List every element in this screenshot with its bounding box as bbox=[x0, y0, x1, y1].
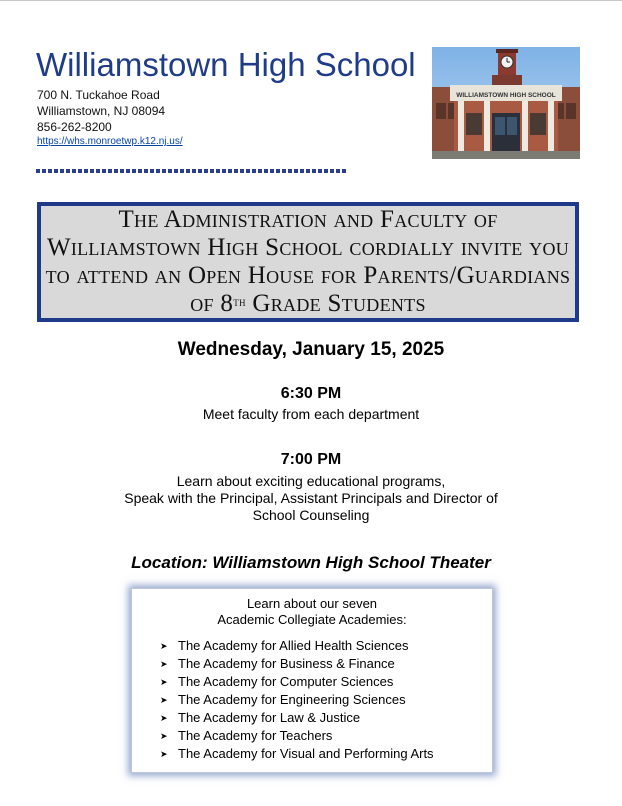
session2-description bbox=[0, 473, 622, 524]
academy-name: The Academy for Visual and Performing Arts bbox=[178, 746, 434, 761]
event-location: Location: Williamstown High School Theater bbox=[131, 553, 491, 572]
arrow-bullet-icon: ➤ bbox=[160, 731, 168, 741]
event-date: Wednesday, January 15, 2025 bbox=[177, 339, 445, 360]
academies-list bbox=[132, 637, 492, 763]
address-city: Williamstown, NJ 08094 bbox=[37, 104, 166, 118]
academy-item bbox=[160, 709, 492, 727]
academies-heading-line: Academic Collegiate Academies: bbox=[217, 612, 407, 627]
academy-name: The Academy for Law & Justice bbox=[178, 710, 361, 725]
arrow-bullet-icon: ➤ bbox=[160, 677, 168, 687]
dotted-divider bbox=[36, 169, 348, 173]
session1-time: 6:30 PM bbox=[280, 385, 342, 402]
academies-box bbox=[131, 588, 493, 773]
arrow-bullet-icon: ➤ bbox=[160, 641, 168, 651]
session2-line: Speak with the Principal, Assistant Principals and Director of bbox=[124, 490, 498, 506]
invitation-box bbox=[37, 202, 579, 322]
academies-heading-line: Learn about our seven bbox=[246, 596, 378, 611]
academy-name: The Academy for Computer Sciences bbox=[178, 674, 394, 689]
school-website-link[interactable]: https://whs.monroetwp.k12.nj.us/ bbox=[37, 136, 183, 147]
session1-description: Meet faculty from each department bbox=[202, 406, 420, 422]
academy-item bbox=[160, 673, 492, 691]
phone-number: 856-262-8200 bbox=[37, 120, 112, 134]
academy-name: The Academy for Teachers bbox=[178, 728, 333, 743]
invitation-text-main: The Administration and Faculty of Williamstown High School cordially invite you to attend an Open House for Parents/Guardians of 8 bbox=[45, 206, 571, 317]
invitation-text-end: Grade Students bbox=[245, 290, 426, 317]
academies-heading bbox=[132, 596, 492, 628]
academy-item bbox=[160, 691, 492, 709]
photo-sign-text: WILLIAMSTOWN HIGH SCHOOL bbox=[456, 92, 556, 99]
school-name: Williamstown High School bbox=[36, 46, 416, 83]
school-building-photo bbox=[432, 47, 580, 159]
academy-item bbox=[160, 727, 492, 745]
address-street: 700 N. Tuckahoe Road bbox=[37, 88, 160, 102]
academy-name: The Academy for Engineering Sciences bbox=[178, 692, 406, 707]
academy-name: The Academy for Allied Health Sciences bbox=[178, 638, 409, 653]
session2-line: School Counseling bbox=[252, 507, 370, 523]
ordinal-suffix: th bbox=[233, 294, 246, 309]
academy-item bbox=[160, 637, 492, 655]
arrow-bullet-icon: ➤ bbox=[160, 749, 168, 759]
page-top-rule bbox=[0, 0, 622, 1]
session2-line: Learn about exciting educational programs, bbox=[176, 473, 446, 489]
academy-item bbox=[160, 745, 492, 763]
arrow-bullet-icon: ➤ bbox=[160, 695, 168, 705]
academy-name: The Academy for Business & Finance bbox=[178, 656, 395, 671]
session2-time: 7:00 PM bbox=[280, 451, 342, 468]
arrow-bullet-icon: ➤ bbox=[160, 713, 168, 723]
academy-item bbox=[160, 655, 492, 673]
arrow-bullet-icon: ➤ bbox=[160, 659, 168, 669]
invitation-text bbox=[41, 206, 575, 318]
